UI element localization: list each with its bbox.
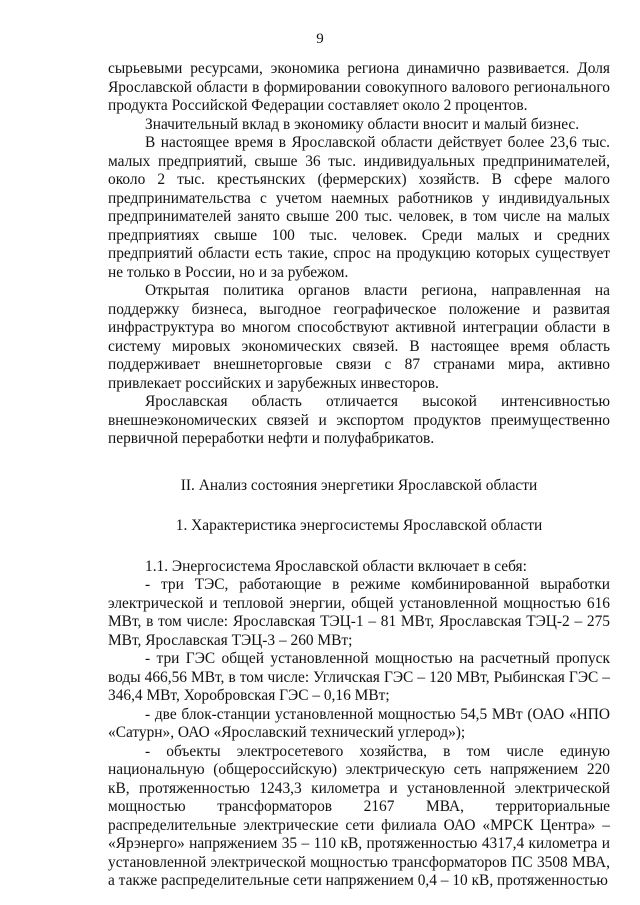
list-item-block-stations: - две блок-станции установленной мощностью 54,5 МВт (ОАО «НПО «Сатурн», ОАО «Ярославский технический углерод»); — [108, 705, 610, 741]
subsection-heading: 1. Характеристика энергосистемы Ярославской области — [175, 517, 543, 534]
paragraph-open-policy: Открытая политика органов власти региона, направленная на поддержку бизнеса, выгодное географическое положение и развитая инфраструктура во многом способствуют активной интеграции области в систему мировых экономических связей. В настоящее время область поддерживает внешнеторговые связи с 87 странами мира, активно привлекает российских и зарубежных инвесторов. — [108, 282, 610, 392]
list-item-tes: - три ТЭС, работающие в режиме комбинированной выработки электрической и тепловой энергии, общей установленной мощностью 616 МВт, в том числе: Ярославская ТЭЦ-1 – 81 МВт, Ярославская ТЭЦ-2 – 275 МВт, Ярославская ТЭЦ-3 – 260 МВт; — [108, 576, 610, 649]
section-heading: II. Анализ состояния энергетики Ярославской области — [180, 476, 538, 494]
list-item-ges: - три ГЭС общей установленной мощностью на расчетный пропуск воды 466,56 МВт, в том числе: Угличская ГЭС – 120 МВт, Рыбинская ГЭС – 346,4 МВт, Хоробровская ГЭС – 0,16 МВт; — [108, 650, 610, 704]
page-number: 9 — [316, 31, 324, 47]
paragraph-foreign-trade: Ярославская область отличается высокой интенсивностью внешнеэкономических связей и экспортом продуктов преимущественно первичной переработки нефти и полуфабрикатов. — [108, 393, 610, 447]
document-body — [108, 60, 610, 891]
list-item-grid: - объекты электросетевого хозяйства, в том числе единую национальную (общероссийскую) электрическую сеть напряжением 220 кВ, протяженностью 1243,3 километра и установленной электрической мощностью трансформаторов 2167 МВА, территориальные распределительные электрические сети филиала ОАО «МРСК Центра» – «Ярэнерго» напряжением 35 – 110 кВ, протяженностью 4317,4 километра и установленной электрической мощностью трансформаторов ПС 3508 МВА, а также распределительные сети напряжением 0,4 – 10 кВ, протяженностью — [108, 742, 610, 889]
paragraph-enterprises: В настоящее время в Ярославской области действует более 23,6 тыс. малых предприятий, свыше 36 тыс. индивидуальных предпринимателей, около 2 тыс. крестьянских (фермерских) хозяйств. В сфере малого предпринимательства с учетом наемных работников у индивидуальных предпринимателей занято свыше 200 тыс. человек, в том числе на малых предприятиях свыше 100 тыс. человек. Среди малых и средних предприятий области есть такие, спрос на продукцию которых существует не только в России, но и за рубежом. — [108, 134, 610, 281]
paragraph-energy-system: 1.1. Энергосистема Ярославской области включает в себя: — [145, 557, 527, 575]
paragraph-continuation: сырьевыми ресурсами, экономика региона динамично развивается. Доля Ярославской области в формировании совокупного валового регионального продукта Российской Федерации составляет около 2 процентов. — [108, 60, 610, 114]
paragraph-small-business: Значительный вклад в экономику области вносит и малый бизнес. — [145, 115, 580, 133]
